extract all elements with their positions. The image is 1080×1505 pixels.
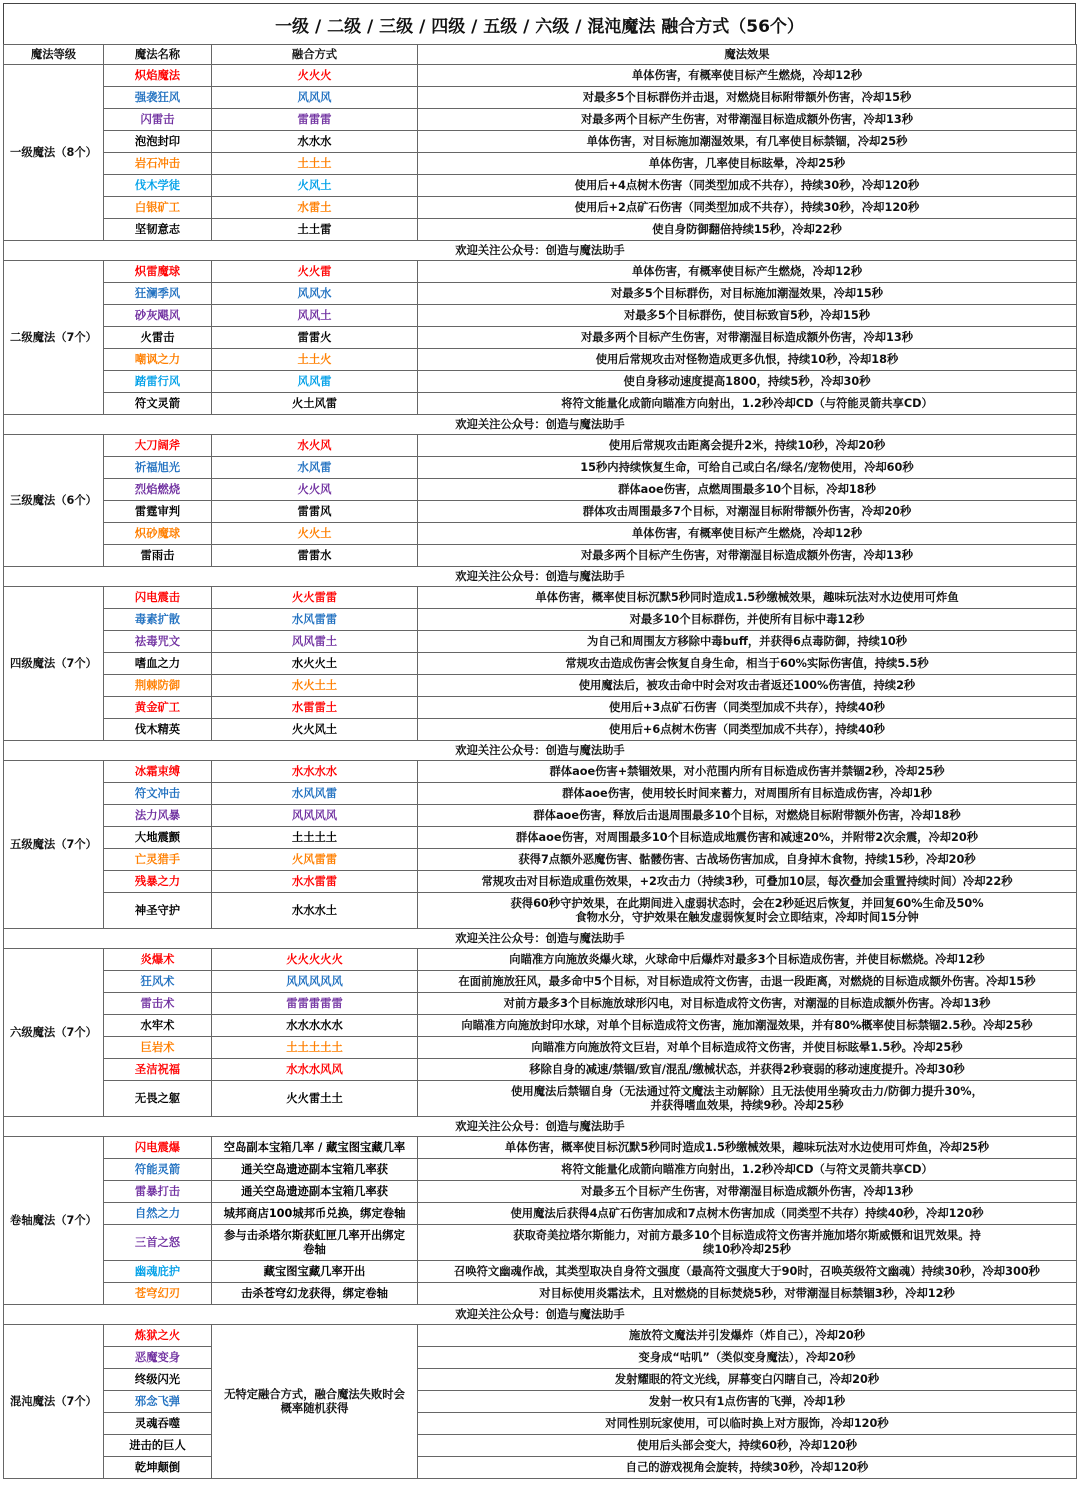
fusion-method: 风风水 bbox=[212, 283, 418, 305]
table-row bbox=[4, 1325, 1077, 1347]
magic-name: 白银矿工 bbox=[104, 197, 212, 219]
promo-row bbox=[4, 929, 1077, 949]
fusion-method: 风风风风 bbox=[212, 805, 418, 827]
magic-name: 雷霆审判 bbox=[104, 501, 212, 523]
magic-name: 黄金矿工 bbox=[104, 697, 212, 719]
magic-name: 炽雷魔球 bbox=[104, 261, 212, 283]
header-fusion: 融合方式 bbox=[212, 45, 418, 65]
magic-name: 炎爆术 bbox=[104, 949, 212, 971]
magic-name: 雷暴打击 bbox=[104, 1181, 212, 1203]
fusion-method: 空岛副本宝箱几率 / 藏宝图宝藏几率 bbox=[212, 1137, 418, 1159]
table-row bbox=[4, 109, 1077, 131]
table-row bbox=[4, 349, 1077, 371]
magic-effect: 对最多10个目标群伤，并使所有目标中毒12秒 bbox=[418, 609, 1077, 631]
fusion-method: 土土土 bbox=[212, 153, 418, 175]
magic-name: 岩石冲击 bbox=[104, 153, 212, 175]
table-row bbox=[4, 261, 1077, 283]
promo-row bbox=[4, 1117, 1077, 1137]
magic-effect: 对最多两个目标产生伤害，对带潮湿目标造成额外伤害，冷却13秒 bbox=[418, 109, 1077, 131]
magic-effect: 使用后+4点树木伤害（同类型加成不共存），持续30秒，冷却120秒 bbox=[418, 175, 1077, 197]
fusion-method: 雷雷水 bbox=[212, 545, 418, 567]
magic-effect: 群体aoe伤害，释放后击退周围最多10个目标，对燃烧目标附带额外伤害，冷却18秒 bbox=[418, 805, 1077, 827]
magic-effect: 群体aoe伤害，点燃周围最多10个目标，冷却18秒 bbox=[418, 479, 1077, 501]
magic-effect: 常规攻击对目标造成重伤效果，+2攻击力（持续3秒，可叠加10层，每次叠加会重置持续时间）冷却22秒 bbox=[418, 871, 1077, 893]
magic-name: 雷击术 bbox=[104, 993, 212, 1015]
magic-effect: 单体伤害，概率使目标沉默5秒同时造成1.5秒缴械效果，趣味玩法对水边使用可炸鱼，冷却25秒 bbox=[418, 1137, 1077, 1159]
magic-name: 炽砂魔球 bbox=[104, 523, 212, 545]
magic-name: 祛毒咒文 bbox=[104, 631, 212, 653]
table-row bbox=[4, 1413, 1077, 1435]
magic-name: 符文灵箭 bbox=[104, 393, 212, 415]
magic-effect: 获取奇美拉塔尔斯能力，对前方最多10个目标造成符文伤害并施加塔尔斯威慑和诅咒效果。持续10秒冷却25秒 bbox=[418, 1225, 1077, 1261]
magic-effect: 使用魔法后获得4点矿石伤害加成和7点树木伤害加成（同类型不共存）持续40秒，冷却120秒 bbox=[418, 1203, 1077, 1225]
magic-effect: 群体aoe伤害，使用较长时间来蓄力，对周围所有目标造成伤害，冷却1秒 bbox=[418, 783, 1077, 805]
fusion-method: 雷雷火 bbox=[212, 327, 418, 349]
magic-effect: 向瞄准方向施放炎爆火球，火球命中后爆炸对最多3个目标造成伤害，并使目标燃烧。冷却12秒 bbox=[418, 949, 1077, 971]
fusion-method: 水雷雷土 bbox=[212, 697, 418, 719]
magic-name: 进击的巨人 bbox=[104, 1435, 212, 1457]
table-row bbox=[4, 327, 1077, 349]
magic-name: 符能灵箭 bbox=[104, 1159, 212, 1181]
promo-text: 欢迎关注公众号：创造与魔法助手 bbox=[4, 929, 1077, 949]
table-row bbox=[4, 949, 1077, 971]
magic-name: 自然之力 bbox=[104, 1203, 212, 1225]
magic-effect: 施放符文魔法并引发爆炸（炸自己），冷却20秒 bbox=[418, 1325, 1077, 1347]
fusion-method: 水风雷雷 bbox=[212, 609, 418, 631]
table-row bbox=[4, 1347, 1077, 1369]
magic-effect: 对最多两个目标产生伤害，对带潮湿目标造成额外伤害，冷却13秒 bbox=[418, 545, 1077, 567]
magic-name: 烈焰燃烧 bbox=[104, 479, 212, 501]
promo-row bbox=[4, 567, 1077, 587]
fusion-method: 火火风 bbox=[212, 479, 418, 501]
fusion-method: 火火雷雷 bbox=[212, 587, 418, 609]
header-name: 魔法名称 bbox=[104, 45, 212, 65]
fusion-method: 火火风土 bbox=[212, 719, 418, 741]
table-row bbox=[4, 783, 1077, 805]
promo-row bbox=[4, 415, 1077, 435]
fusion-method: 水风雷 bbox=[212, 457, 418, 479]
magic-name: 灵魂吞噬 bbox=[104, 1413, 212, 1435]
table-row bbox=[4, 587, 1077, 609]
magic-name: 水牢术 bbox=[104, 1015, 212, 1037]
table-row bbox=[4, 1081, 1077, 1117]
magic-name: 嗜血之力 bbox=[104, 653, 212, 675]
table-row bbox=[4, 719, 1077, 741]
magic-effect: 对同性别玩家使用，可以临时换上对方服饰，冷却120秒 bbox=[418, 1413, 1077, 1435]
magic-effect: 发射耀眼的符文光线，屏幕变白闪瞎自己，冷却20秒 bbox=[418, 1369, 1077, 1391]
table-row bbox=[4, 457, 1077, 479]
magic-effect: 获得60秒守护效果，在此期间进入虚弱状态时，会在2秒延迟后恢复，并回复60%生命及50%食物水分，守护效果在触发虚弱恢复时会立即结束，冷却时间15分钟 bbox=[418, 893, 1077, 929]
magic-name: 闪电震击 bbox=[104, 587, 212, 609]
magic-name: 坚韧意志 bbox=[104, 219, 212, 241]
magic-effect: 向瞄准方向施放封印水球，对单个目标造成符文伤害，施加潮湿效果，并有80%概率使目标禁锢2.5秒。冷却25秒 bbox=[418, 1015, 1077, 1037]
magic-effect: 对最多5个目标群伤并击退，对燃烧目标附带额外伤害，冷却15秒 bbox=[418, 87, 1077, 109]
fusion-method: 参与击杀塔尔斯获虹匣几率开出绑定卷轴 bbox=[212, 1225, 418, 1261]
promo-text: 欢迎关注公众号：创造与魔法助手 bbox=[4, 1117, 1077, 1137]
fusion-method: 风风雷 bbox=[212, 371, 418, 393]
magic-name: 乾坤颠倒 bbox=[104, 1457, 212, 1479]
magic-effect: 将符文能量化成箭向瞄准方向射出，1.2秒冷却CD（与符能灵箭共享CD） bbox=[418, 393, 1077, 415]
table-row bbox=[4, 697, 1077, 719]
fusion-method: 水水水水 bbox=[212, 761, 418, 783]
magic-name: 荆棘防御 bbox=[104, 675, 212, 697]
table-row bbox=[4, 631, 1077, 653]
table-row bbox=[4, 501, 1077, 523]
magic-name: 无畏之躯 bbox=[104, 1081, 212, 1117]
table-row bbox=[4, 849, 1077, 871]
table-row bbox=[4, 653, 1077, 675]
magic-level: 六级魔法（7个） bbox=[4, 949, 104, 1117]
fusion-method: 雷雷雷 bbox=[212, 109, 418, 131]
magic-name: 狂风术 bbox=[104, 971, 212, 993]
magic-name: 恶魔变身 bbox=[104, 1347, 212, 1369]
table-row bbox=[4, 197, 1077, 219]
table-row bbox=[4, 1435, 1077, 1457]
magic-name: 残暴之力 bbox=[104, 871, 212, 893]
magic-effect: 对最多五个目标产生伤害，对带潮湿目标造成额外伤害，冷却13秒 bbox=[418, 1181, 1077, 1203]
fusion-method: 水火火土 bbox=[212, 653, 418, 675]
table-row bbox=[4, 175, 1077, 197]
fusion-method: 火风雷雷 bbox=[212, 849, 418, 871]
magic-table-body bbox=[4, 65, 1077, 1479]
table-row bbox=[4, 1457, 1077, 1479]
fusion-method: 风风雷土 bbox=[212, 631, 418, 653]
promo-text: 欢迎关注公众号：创造与魔法助手 bbox=[4, 567, 1077, 587]
magic-name: 狂澜季风 bbox=[104, 283, 212, 305]
table-row bbox=[4, 1059, 1077, 1081]
table-row bbox=[4, 893, 1077, 929]
magic-name: 大地震颤 bbox=[104, 827, 212, 849]
fusion-method: 水火土土 bbox=[212, 675, 418, 697]
table-row bbox=[4, 87, 1077, 109]
magic-effect: 群体aoe伤害+禁锢效果，对小范围内所有目标造成伤害并禁锢2秒，冷却25秒 bbox=[418, 761, 1077, 783]
table-row bbox=[4, 761, 1077, 783]
fusion-method: 火火雷 bbox=[212, 261, 418, 283]
fusion-method: 火火火火火 bbox=[212, 949, 418, 971]
fusion-method: 水水水土 bbox=[212, 893, 418, 929]
magic-effect: 使用后常规攻击距离会提升2米，持续10秒，冷却20秒 bbox=[418, 435, 1077, 457]
promo-text: 欢迎关注公众号：创造与魔法助手 bbox=[4, 1305, 1077, 1325]
magic-effect: 对前方最多3个目标施放球形闪电，对目标造成符文伤害，对潮湿的目标造成额外伤害。冷却13秒 bbox=[418, 993, 1077, 1015]
magic-effect: 获得7点额外恶魔伤害、骷髅伤害、古战场伤害加成，自身掉木食物，持续15秒，冷却20秒 bbox=[418, 849, 1077, 871]
sheet-title: 一级 / 二级 / 三级 / 四级 / 五级 / 六级 / 混沌魔法 融合方式（56个） bbox=[3, 3, 1076, 44]
table-row bbox=[4, 805, 1077, 827]
header-effect: 魔法效果 bbox=[418, 45, 1077, 65]
magic-effect: 对最多5个目标群伤，对目标施加潮湿效果，冷却15秒 bbox=[418, 283, 1077, 305]
table-row bbox=[4, 371, 1077, 393]
fusion-method: 通关空岛遗迹副本宝箱几率获 bbox=[212, 1181, 418, 1203]
magic-name: 炽焰魔法 bbox=[104, 65, 212, 87]
fusion-method: 无特定融合方式，融合魔法失败时会概率随机获得 bbox=[212, 1325, 418, 1479]
fusion-method: 火火火 bbox=[212, 65, 418, 87]
magic-name: 火雷击 bbox=[104, 327, 212, 349]
magic-name: 幽魂庇护 bbox=[104, 1261, 212, 1283]
fusion-method: 雷雷风 bbox=[212, 501, 418, 523]
magic-effect: 常规攻击造成伤害会恢复自身生命，相当于60%实际伤害值，持续5.5秒 bbox=[418, 653, 1077, 675]
magic-name: 法力风暴 bbox=[104, 805, 212, 827]
magic-name: 强袭狂风 bbox=[104, 87, 212, 109]
fusion-method: 土土火 bbox=[212, 349, 418, 371]
table-row bbox=[4, 1137, 1077, 1159]
magic-effect: 使用魔法后禁锢自身（无法通过符文魔法主动解除）且无法使用坐骑攻击力/防御力提升30%，并获得嗜血效果，持续9秒。冷却25秒 bbox=[418, 1081, 1077, 1117]
magic-effect: 为自己和周围友方移除中毒buff，并获得6点毒防御，持续10秒 bbox=[418, 631, 1077, 653]
fusion-method: 城邦商店100城邦币兑换，绑定卷轴 bbox=[212, 1203, 418, 1225]
promo-row bbox=[4, 741, 1077, 761]
magic-name: 泡泡封印 bbox=[104, 131, 212, 153]
fusion-method: 击杀苍穹幻龙获得，绑定卷轴 bbox=[212, 1283, 418, 1305]
promo-row bbox=[4, 1305, 1077, 1325]
magic-effect: 15秒内持续恢复生命，可给自己或白名/绿名/宠物使用，冷却60秒 bbox=[418, 457, 1077, 479]
magic-name: 砂灰飓风 bbox=[104, 305, 212, 327]
magic-effect: 对目标使用炎霜法术，且对燃烧的目标焚烧5秒，对带潮湿目标禁锢3秒，冷却12秒 bbox=[418, 1283, 1077, 1305]
magic-fusion-sheet bbox=[3, 3, 1076, 1479]
table-row bbox=[4, 479, 1077, 501]
table-row bbox=[4, 219, 1077, 241]
magic-name: 伐木学徒 bbox=[104, 175, 212, 197]
table-row bbox=[4, 1037, 1077, 1059]
magic-effect: 单体伤害，有概率使目标产生燃烧，冷却12秒 bbox=[418, 523, 1077, 545]
table-row bbox=[4, 545, 1077, 567]
header-level: 魔法等级 bbox=[4, 45, 104, 65]
magic-name: 毒素扩散 bbox=[104, 609, 212, 631]
fusion-method: 风风土 bbox=[212, 305, 418, 327]
magic-level: 一级魔法（8个） bbox=[4, 65, 104, 241]
magic-name: 祈福旭光 bbox=[104, 457, 212, 479]
magic-name: 苍穹幻刃 bbox=[104, 1283, 212, 1305]
magic-effect: 召唤符文幽魂作战，其类型取决自身符文强度（最高符文强度大于90时，召唤英级符文幽魂）持续30秒，冷却300秒 bbox=[418, 1261, 1077, 1283]
table-row bbox=[4, 153, 1077, 175]
table-row bbox=[4, 609, 1077, 631]
fusion-method: 火风土 bbox=[212, 175, 418, 197]
table-row bbox=[4, 675, 1077, 697]
fusion-method: 藏宝图宝藏几率开出 bbox=[212, 1261, 418, 1283]
magic-name: 符文冲击 bbox=[104, 783, 212, 805]
fusion-method: 水水水 bbox=[212, 131, 418, 153]
fusion-method: 水水水水水 bbox=[212, 1015, 418, 1037]
magic-name: 三首之怒 bbox=[104, 1225, 212, 1261]
table-row bbox=[4, 1203, 1077, 1225]
magic-effect: 使用后头部会变大，持续60秒，冷却120秒 bbox=[418, 1435, 1077, 1457]
magic-effect: 单体伤害，有概率使目标产生燃烧，冷却12秒 bbox=[418, 261, 1077, 283]
magic-effect: 群体aoe伤害，对周围最多10个目标造成地震伤害和减速20%，并附带2次余震，冷却20秒 bbox=[418, 827, 1077, 849]
table-row bbox=[4, 971, 1077, 993]
header-row bbox=[4, 45, 1077, 65]
table-row bbox=[4, 1159, 1077, 1181]
magic-effect: 单体伤害，有概率使目标产生燃烧，冷却12秒 bbox=[418, 65, 1077, 87]
table-row bbox=[4, 435, 1077, 457]
magic-effect: 单体伤害，几率使目标眩晕，冷却25秒 bbox=[418, 153, 1077, 175]
magic-level: 混沌魔法（7个） bbox=[4, 1325, 104, 1479]
fusion-method: 土土雷 bbox=[212, 219, 418, 241]
magic-table bbox=[3, 44, 1077, 1479]
table-row bbox=[4, 1369, 1077, 1391]
magic-name: 冰霜束缚 bbox=[104, 761, 212, 783]
magic-name: 炼狱之火 bbox=[104, 1325, 212, 1347]
magic-effect: 发射一枚只有1点伤害的飞弹，冷却1秒 bbox=[418, 1391, 1077, 1413]
magic-effect: 自己的游戏视角会旋转，持续30秒，冷却120秒 bbox=[418, 1457, 1077, 1479]
magic-effect: 对最多5个目标群伤，使目标致盲5秒，冷却15秒 bbox=[418, 305, 1077, 327]
magic-level: 五级魔法（7个） bbox=[4, 761, 104, 929]
magic-effect: 使用后+2点矿石伤害（同类型加成不共存），持续30秒，冷却120秒 bbox=[418, 197, 1077, 219]
fusion-method: 水水雷雷 bbox=[212, 871, 418, 893]
fusion-method: 火火雷土土 bbox=[212, 1081, 418, 1117]
promo-text: 欢迎关注公众号：创造与魔法助手 bbox=[4, 741, 1077, 761]
magic-name: 雷雨击 bbox=[104, 545, 212, 567]
magic-effect: 变身成“咕叽”（类似变身魔法），冷却20秒 bbox=[418, 1347, 1077, 1369]
promo-text: 欢迎关注公众号：创造与魔法助手 bbox=[4, 415, 1077, 435]
table-row bbox=[4, 1261, 1077, 1283]
magic-name: 神圣守护 bbox=[104, 893, 212, 929]
table-row bbox=[4, 523, 1077, 545]
magic-effect: 向瞄准方向施放符文巨岩，对单个目标造成符文伤害，并使目标眩晕1.5秒。冷却25秒 bbox=[418, 1037, 1077, 1059]
magic-level: 三级魔法（6个） bbox=[4, 435, 104, 567]
fusion-method: 风风风风风 bbox=[212, 971, 418, 993]
table-row bbox=[4, 283, 1077, 305]
table-row bbox=[4, 393, 1077, 415]
table-row bbox=[4, 1225, 1077, 1261]
promo-text: 欢迎关注公众号：创造与魔法助手 bbox=[4, 241, 1077, 261]
magic-effect: 将符文能量化成箭向瞄准方向射出，1.2秒冷却CD（与符文灵箭共享CD） bbox=[418, 1159, 1077, 1181]
table-row bbox=[4, 1391, 1077, 1413]
magic-level: 二级魔法（7个） bbox=[4, 261, 104, 415]
magic-effect: 使自身移动速度提高1800，持续5秒，冷却30秒 bbox=[418, 371, 1077, 393]
fusion-method: 土土土土土 bbox=[212, 1037, 418, 1059]
magic-effect: 使用后+6点树木伤害（同类型加成不共存），持续40秒 bbox=[418, 719, 1077, 741]
magic-level: 四级魔法（7个） bbox=[4, 587, 104, 741]
fusion-method: 风风风 bbox=[212, 87, 418, 109]
table-row bbox=[4, 65, 1077, 87]
fusion-method: 土土土土 bbox=[212, 827, 418, 849]
magic-name: 巨岩术 bbox=[104, 1037, 212, 1059]
magic-effect: 群体攻击周围最多7个目标，对潮湿目标附带额外伤害，冷却20秒 bbox=[418, 501, 1077, 523]
magic-name: 踏雷行风 bbox=[104, 371, 212, 393]
magic-effect: 使用魔法后，被攻击命中时会对攻击者返还100%伤害值，持续2秒 bbox=[418, 675, 1077, 697]
fusion-method: 水雷土 bbox=[212, 197, 418, 219]
magic-name: 闪电震爆 bbox=[104, 1137, 212, 1159]
magic-level: 卷轴魔法（7个） bbox=[4, 1137, 104, 1305]
magic-effect: 使用后+3点矿石伤害（同类型加成不共存），持续40秒 bbox=[418, 697, 1077, 719]
fusion-method: 火土风雷 bbox=[212, 393, 418, 415]
magic-name: 嘲讽之力 bbox=[104, 349, 212, 371]
magic-effect: 移除自身的减速/禁锢/致盲/混乱/缴械状态，并获得2秒衰弱的移动速度提升。冷却30秒 bbox=[418, 1059, 1077, 1081]
magic-effect: 对最多两个目标产生伤害，对带潮湿目标造成额外伤害，冷却13秒 bbox=[418, 327, 1077, 349]
magic-name: 大刀阔斧 bbox=[104, 435, 212, 457]
magic-name: 邪念飞弹 bbox=[104, 1391, 212, 1413]
magic-name: 伐木精英 bbox=[104, 719, 212, 741]
table-row bbox=[4, 305, 1077, 327]
promo-row bbox=[4, 241, 1077, 261]
table-row bbox=[4, 1181, 1077, 1203]
table-row bbox=[4, 827, 1077, 849]
fusion-method: 水火风 bbox=[212, 435, 418, 457]
table-row bbox=[4, 1283, 1077, 1305]
fusion-method: 火火土 bbox=[212, 523, 418, 545]
table-row bbox=[4, 871, 1077, 893]
magic-effect: 使自身防御翻倍持续15秒，冷却22秒 bbox=[418, 219, 1077, 241]
magic-name: 亡灵猎手 bbox=[104, 849, 212, 871]
table-row bbox=[4, 993, 1077, 1015]
table-row bbox=[4, 1015, 1077, 1037]
magic-effect: 单体伤害，对目标施加潮湿效果，有几率使目标禁锢，冷却25秒 bbox=[418, 131, 1077, 153]
magic-effect: 使用后常规攻击对怪物造成更多仇恨，持续10秒，冷却18秒 bbox=[418, 349, 1077, 371]
magic-effect: 单体伤害，概率使目标沉默5秒同时造成1.5秒缴械效果，趣味玩法对水边使用可炸鱼 bbox=[418, 587, 1077, 609]
fusion-method: 水风风雷 bbox=[212, 783, 418, 805]
magic-name: 终级闪光 bbox=[104, 1369, 212, 1391]
magic-effect: 在面前施放狂风，最多命中5个目标，对目标造成符文伤害，击退一段距离，对燃烧的目标造成额外伤害。冷却15秒 bbox=[418, 971, 1077, 993]
magic-name: 圣洁祝福 bbox=[104, 1059, 212, 1081]
magic-name: 闪雷击 bbox=[104, 109, 212, 131]
fusion-method: 雷雷雷雷雷 bbox=[212, 993, 418, 1015]
fusion-method: 水水水风风 bbox=[212, 1059, 418, 1081]
table-row bbox=[4, 131, 1077, 153]
fusion-method: 通关空岛遗迹副本宝箱几率获 bbox=[212, 1159, 418, 1181]
